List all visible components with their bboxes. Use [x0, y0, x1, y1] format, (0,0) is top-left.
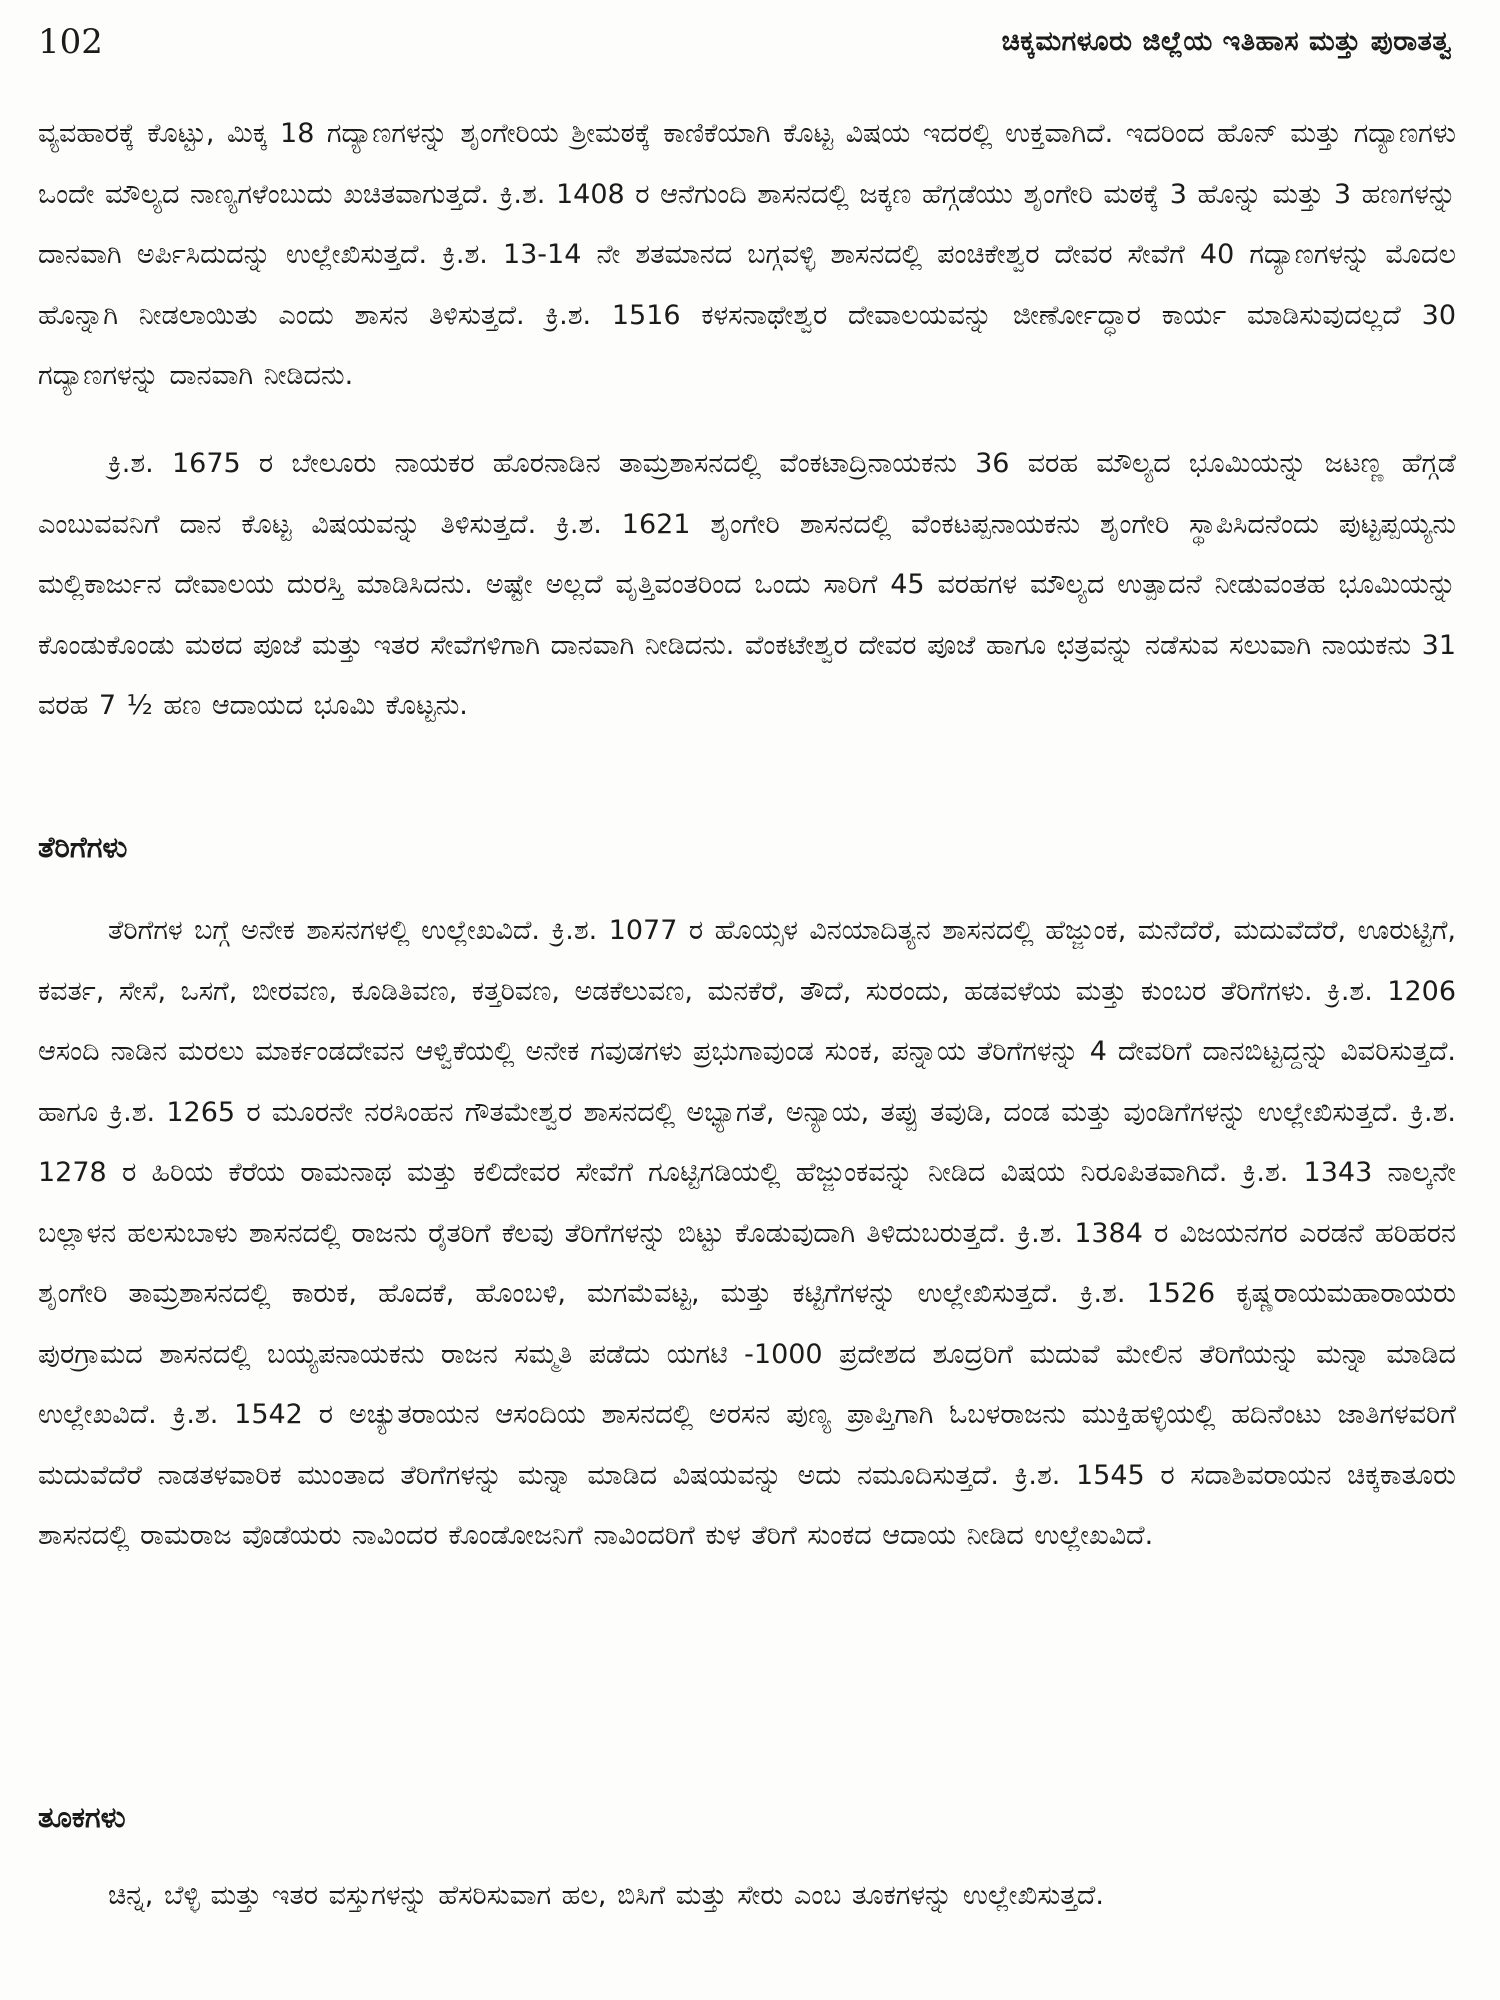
paragraph-land-grants: ಕ್ರಿ.ಶ. 1675 ರ ಬೇಲೂರು ನಾಯಕರ ಹೊರನಾಡಿನ ತಾಮ್ರಶಾಸನದಲ್ಲಿ ವೆಂಕಟಾದ್ರಿನಾಯಕನು 36 ವರಹ ಮೌಲ್ಯದ ಭೂಮಿಯನ್ನು ಜಟಣ್ಣ ಹೆಗ್ಗಡೆ ಎಂಬುವವನಿಗೆ ದಾನ ಕೊಟ್ಟ ವಿಷಯವನ್ನು ತಿಳಿಸುತ್ತದೆ. ಕ್ರಿ.ಶ. 1621 ಶೃಂಗೇರಿ ಶಾಸನದಲ್ಲಿ ವೆಂಕಟಪ್ಪನಾಯಕನು ಶೃಂಗೇರಿ ಸ್ಥಾಪಿಸಿದನೆಂದು ಪುಟ್ಟಪ್ಪಯ್ಯನು ಮಲ್ಲಿಕಾರ್ಜುನ ದೇವಾಲಯ ದುರಸ್ತಿ ಮಾಡಿಸಿದನು. ಅಷ್ಟೇ ಅಲ್ಲದೆ ವೃತ್ತಿವಂತರಿಂದ ಒಂದು ಸಾರಿಗೆ 45 ವರಹಗಳ ಮೌಲ್ಯದ ಉತ್ಪಾದನೆ ನೀಡುವಂತಹ ಭೂಮಿಯನ್ನು ಕೊಂಡುಕೊಂಡು ಮಠದ ಪೂಜೆ ಮತ್ತು ಇತರ ಸೇವೆಗಳಿಗಾಗಿ ದಾನವಾಗಿ ನೀಡಿದನು. ವೆಂಕಟೇಶ್ವರ ದೇವರ ಪೂಜೆ ಹಾಗೂ ಛತ್ರವನ್ನು ನಡೆಸುವ ಸಲುವಾಗಿ ನಾಯಕನು 31 ವರಹ 7 ½ ಹಣ ಆದಾಯದ ಭೂಮಿ ಕೊಟ್ಟನು. [38, 448, 1456, 721]
running-title: ಚಿಕ್ಕಮಗಳೂರು ಜಿಲ್ಲೆಯ ಇತಿಹಾಸ ಮತ್ತು ಪುರಾತತ್ವ [1001, 26, 1452, 57]
page-number: 102 [38, 22, 103, 62]
paragraph-weights: ಚಿನ್ನ, ಬೆಳ್ಳಿ ಮತ್ತು ಇತರ ವಸ್ತುಗಳನ್ನು ಹೆಸರಿಸುವಾಗ ಹಲ, ಬಿಸಿಗೆ ಮತ್ತು ಸೇರು ಎಂಬ ತೂಕಗಳನ್ನು ಉಲ್ಲೇಖಿಸುತ್ತದೆ. [108, 1880, 1104, 1911]
section-heading-weights: ತೂಕಗಳು [38, 1800, 126, 1834]
paragraph-taxes: ತೆರಿಗೆಗಳ ಬಗ್ಗೆ ಅನೇಕ ಶಾಸನಗಳಲ್ಲಿ ಉಲ್ಲೇಖವಿದೆ. ಕ್ರಿ.ಶ. 1077 ರ ಹೊಯ್ಸಳ ವಿನಯಾದಿತ್ಯನ ಶಾಸನದಲ್ಲಿ ಹೆಜ್ಜುಂಕ, ಮನೆದೆರೆ, ಮದುವೆದೆರೆ, ಊರುಟ್ಟಿಗೆ, ಕವರ್ತ, ಸೇಸೆ, ಒಸಗೆ, ಬೀರವಣ, ಕೂಡಿತಿವಣ, ಕತ್ತರಿವಣ, ಅಡಕೆಲುವಣ, ಮನಕೆರೆ, ತೌದೆ, ಸುರಂದು, ಹಡವಳೆಯ ಮತ್ತು ಕುಂಬರ ತೆರಿಗೆಗಳು. ಕ್ರಿ.ಶ. 1206 ಆಸಂದಿ ನಾಡಿನ ಮರಲು ಮಾರ್ಕಂಡದೇವನ ಆಳ್ವಿಕೆಯಲ್ಲಿ ಅನೇಕ ಗವುಡಗಳು ಪ್ರಭುಗಾವುಂಡ ಸುಂಕ, ಪನ್ನಾಯ ತೆರಿಗೆಗಳನ್ನು 4 ದೇವರಿಗೆ ದಾನಬಿಟ್ಟದ್ದನ್ನು ವಿವರಿಸುತ್ತದೆ. ಹಾಗೂ ಕ್ರಿ.ಶ. 1265 ರ ಮೂರನೇ ನರಸಿಂಹನ ಗೌತಮೇಶ್ವರ ಶಾಸನದಲ್ಲಿ ಅಭ್ಯಾಗತೆ, ಅನ್ಯಾಯ, ತಪ್ಪು ತವುಡಿ, ದಂಡ ಮತ್ತು ವುಂಡಿಗೆಗಳನ್ನು ಉಲ್ಲೇಖಿಸುತ್ತದೆ. ಕ್ರಿ.ಶ. 1278 ರ ಹಿರಿಯ ಕೆರೆಯ ರಾಮನಾಥ ಮತ್ತು ಕಲಿದೇವರ ಸೇವೆಗೆ ಗೂಟ್ಟಿಗಡಿಯಲ್ಲಿ ಹೆಜ್ಜುಂಕವನ್ನು ನೀಡಿದ ವಿಷಯ ನಿರೂಪಿತವಾಗಿದೆ. ಕ್ರಿ.ಶ. 1343 ನಾಲ್ಕನೇ ಬಲ್ಲಾಳನ ಹಲಸುಬಾಳು ಶಾಸನದಲ್ಲಿ ರಾಜನು ರೈತರಿಗೆ ಕೆಲವು ತೆರಿಗೆಗಳನ್ನು ಬಿಟ್ಟು ಕೊಡುವುದಾಗಿ ತಿಳಿದುಬರುತ್ತದೆ. ಕ್ರಿ.ಶ. 1384 ರ ವಿಜಯನಗರ ಎರಡನೆ ಹರಿಹರನ ಶೃಂಗೇರಿ ತಾಮ್ರಶಾಸನದಲ್ಲಿ ಕಾರುಕ, ಹೊದಕೆ, ಹೊಂಬಳಿ, ಮಗಮೆವಟ್ಟ, ಮತ್ತು ಕಟ್ಟಿಗೆಗಳನ್ನು ಉಲ್ಲೇಖಿಸುತ್ತದೆ. ಕ್ರಿ.ಶ. 1526 ಕೃಷ್ಣರಾಯಮಹಾರಾಯರು ಪುರಗ್ರಾಮದ ಶಾಸನದಲ್ಲಿ ಬಯ್ಯಪನಾಯಕನು ರಾಜನ ಸಮ್ಮತಿ ಪಡೆದು ಯಗಟಿ -1000 ಪ್ರದೇಶದ ಶೂದ್ರರಿಗೆ ಮದುವೆ ಮೇಲಿನ ತೆರಿಗೆಯನ್ನು ಮನ್ನಾ ಮಾಡಿದ ಉಲ್ಲೇಖವಿದೆ. ಕ್ರಿ.ಶ. 1542 ರ ಅಚ್ಯುತರಾಯನ ಆಸಂದಿಯ ಶಾಸನದಲ್ಲಿ ಅರಸನ ಪುಣ್ಯ ಪ್ರಾಪ್ತಿಗಾಗಿ ಓಬಳರಾಜನು ಮುಕ್ತಿಹಳ್ಳಿಯಲ್ಲಿ ಹದಿನೆಂಟು ಜಾತಿಗಳವರಿಗೆ ಮದುವೆದೆರೆ ನಾಡತಳವಾರಿಕ ಮುಂತಾದ ತೆರಿಗೆಗಳನ್ನು ಮನ್ನಾ ಮಾಡಿದ ವಿಷಯವನ್ನು ಅದು ನಮೂದಿಸುತ್ತದೆ. ಕ್ರಿ.ಶ. 1545 ರ ಸದಾಶಿವರಾಯನ ಚಿಕ್ಕಕಾತೂರು ಶಾಸನದಲ್ಲಿ ರಾಮರಾಜ ವೊಡೆಯರು ನಾವಿಂದರ ಕೊಂಡೋಜನಿಗೆ ನಾವಿಂದರಿಗೆ ಕುಳ ತೆರಿಗೆ ಸುಂಕದ ಆದಾಯ ನೀಡಿದ ಉಲ್ಲೇಖವಿದೆ. [38, 915, 1456, 1551]
paragraph-coins-continued: ವ್ಯವಹಾರಕ್ಕೆ ಕೊಟ್ಟು, ಮಿಕ್ಕ 18 ಗದ್ಯಾಣಗಳನ್ನು ಶೃಂಗೇರಿಯ ಶ್ರೀಮಠಕ್ಕೆ ಕಾಣಿಕೆಯಾಗಿ ಕೊಟ್ಟ ವಿಷಯ ಇದರಲ್ಲಿ ಉಕ್ತವಾಗಿದೆ. ಇದರಿಂದ ಹೊನ್ ಮತ್ತು ಗದ್ಯಾಣಗಳು ಒಂದೇ ಮೌಲ್ಯದ ನಾಣ್ಯಗಳೆಂಬುದು ಖಚಿತವಾಗುತ್ತದೆ. ಕ್ರಿ.ಶ. 1408 ರ ಆನೆಗುಂದಿ ಶಾಸನದಲ್ಲಿ ಜಕ್ಕಣ ಹೆಗ್ಗಡೆಯು ಶೃಂಗೇರಿ ಮಠಕ್ಕೆ 3 ಹೊನ್ನು ಮತ್ತು 3 ಹಣಗಳನ್ನು ದಾನವಾಗಿ ಅರ್ಪಿಸಿದುದನ್ನು ಉಲ್ಲೇಖಿಸುತ್ತದೆ. ಕ್ರಿ.ಶ. 13-14 ನೇ ಶತಮಾನದ ಬಗ್ಗವಳ್ಳಿ ಶಾಸನದಲ್ಲಿ ಪಂಚಿಕೇಶ್ವರ ದೇವರ ಸೇವೆಗೆ 40 ಗದ್ಯಾಣಗಳನ್ನು ಮೊದಲ ಹೊನ್ನಾಗಿ ನೀಡಲಾಯಿತು ಎಂದು ಶಾಸನ ತಿಳಿಸುತ್ತದೆ. ಕ್ರಿ.ಶ. 1516 ಕಳಸನಾಥೇಶ್ವರ ದೇವಾಲಯವನ್ನು ಜೀರ್ಣೋದ್ಧಾರ ಕಾರ್ಯ ಮಾಡಿಸುವುದಲ್ಲದೆ 30 ಗದ್ಯಾಣಗಳನ್ನು ದಾನವಾಗಿ ನೀಡಿದನು. [38, 118, 1456, 391]
section-heading-taxes: ತೆರಿಗೆಗಳು [38, 830, 128, 864]
